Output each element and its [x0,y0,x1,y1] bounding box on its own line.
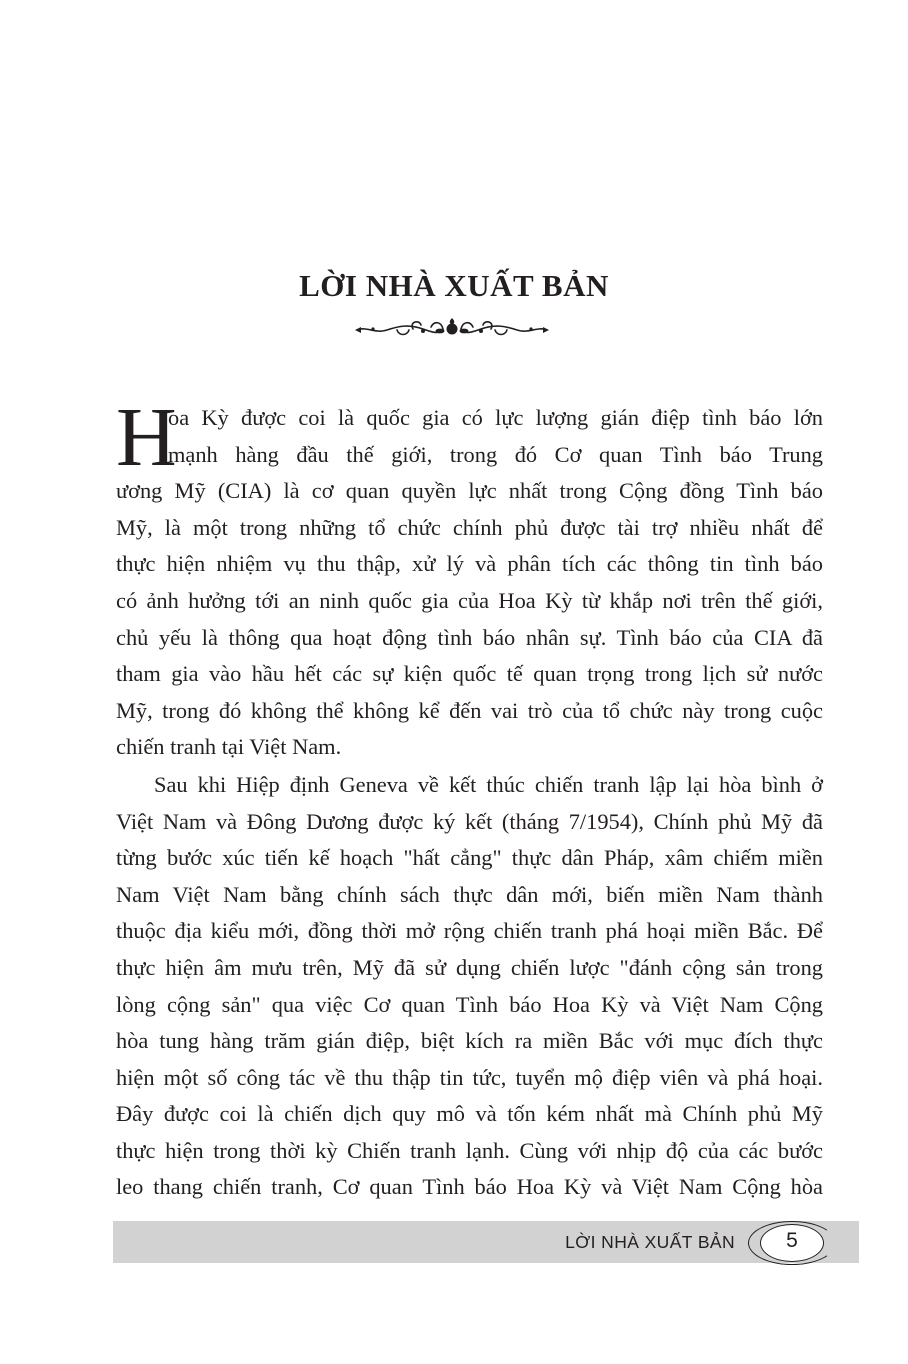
text-line: tham gia vào hầu hết các sự kiện quốc tế quan trọng trong lịch sử nước [116,661,823,687]
text-line: hiện một số công tác về thu thập tin tức, tuyển mộ điệp viên và phá hoại. [116,1064,823,1090]
text-line: Nam Việt Nam bằng chính sách thực dân mới, biến miền Nam thành [116,881,823,907]
text-line: Mỹ, là một trong những tổ chức chính phủ được tài trợ nhiều nhất để [116,514,823,540]
chapter-title: LỜI NHÀ XUẤT BẢN [299,268,609,303]
text-line: mạnh hàng đầu thế giới, trong đó Cơ quan Tình báo Trung [168,441,823,467]
text-line: Sau khi Hiệp định Geneva về kết thúc chiến tranh lập lại hòa bình ở [154,771,823,797]
text-line: thực hiện nhiệm vụ thu thập, xử lý và phân tích các thông tin tình báo [116,551,823,577]
text-line: Việt Nam và Đông Dương được ký kết (tháng 7/1954), Chính phủ Mỹ đã [116,808,823,834]
running-title: LỜI NHÀ XUẤT BẢN [565,1232,735,1252]
page-number: 5 [786,1229,798,1252]
drop-cap: H [116,391,177,484]
text-line: từng bước xúc tiến kế hoạch "hất cẳng" thực dân Pháp, xâm chiếm miền [116,845,823,871]
body-text [116,391,823,1206]
text-line: leo thang chiến tranh, Cơ quan Tình báo Hoa Kỳ và Việt Nam Cộng hòa [116,1174,823,1200]
text-line: thuộc địa kiểu mới, đồng thời mở rộng chiến tranh phá hoại miền Bắc. Để [116,918,823,944]
text-line: Đây được coi là chiến dịch quy mô và tốn kém nhất mà Chính phủ Mỹ [116,1101,823,1127]
text-line: Mỹ, trong đó không thể không kể đến vai trò của tổ chức này trong cuộc [116,697,823,723]
decorative-flourish-icon [353,314,551,344]
text-line: chủ yếu là thông qua hoạt động tình báo nhân sự. Tình báo của CIA đã [116,624,823,650]
text-line: hòa tung hàng trăm gián điệp, biệt kích ra miền Bắc với mục đích thực [116,1028,823,1054]
paragraph [116,391,823,766]
paragraph [116,767,823,1206]
text-line: có ảnh hưởng tới an ninh quốc gia của Hoa Kỳ từ khắp nơi trên thế giới, [116,587,823,613]
text-line: ương Mỹ (CIA) là cơ quan quyền lực nhất trong Cộng đồng Tình báo [116,478,823,504]
text-line: lòng cộng sản" qua việc Cơ quan Tình báo Hoa Kỳ và Việt Nam Cộng [116,991,823,1017]
text-line: thực hiện trong thời kỳ Chiến tranh lạnh. Cùng với nhịp độ của các bước [116,1137,823,1163]
text-line: chiến tranh tại Việt Nam. [116,734,342,760]
text-line: oa Kỳ được coi là quốc gia có lực lượng gián điệp tình báo lớn [168,405,823,430]
text-line: thực hiện âm mưu trên, Mỹ đã sử dụng chiến lược "đánh cộng sản trong [116,954,823,980]
